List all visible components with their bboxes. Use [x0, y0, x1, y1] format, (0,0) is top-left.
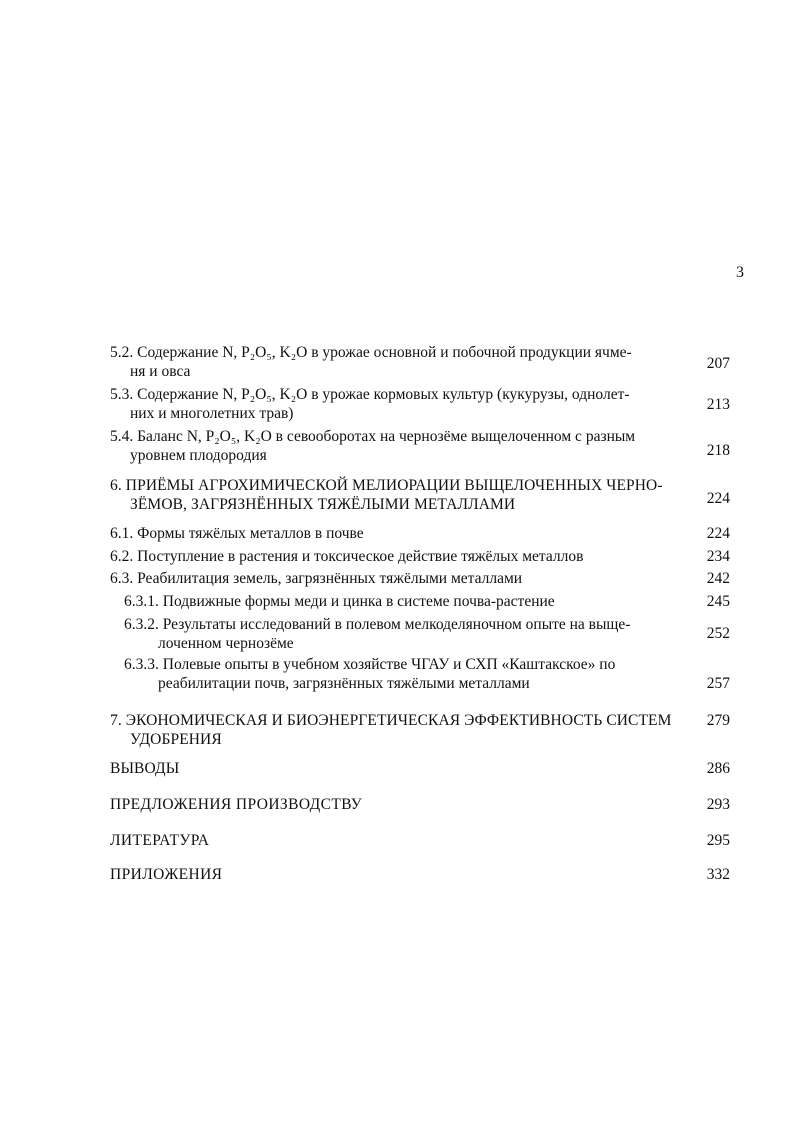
toc-entry-title: 5.3. Содержание N, P₂O₅, K₂O в урожае кормовых культур (кукурузы, однолет- них и многолетних трав): [110, 386, 630, 422]
toc-entry-page: 257: [706, 675, 730, 692]
toc-entry-title: 6.3. Реабилитация земель, загрязнённых тяжёлыми металлами: [110, 570, 523, 587]
toc-entry-page: 252: [706, 625, 730, 642]
toc-entry-page: 234: [706, 548, 730, 565]
toc-entry-title: 6.3.1. Подвижные формы меди и цинка в системе почва-растение: [124, 593, 555, 610]
toc-entry-page: 224: [706, 490, 730, 507]
toc-entry-page: 245: [706, 593, 730, 610]
toc-entry-page: 279: [706, 712, 730, 729]
toc-entry-title: 7. ЭКОНОМИЧЕСКАЯ И БИОЭНЕРГЕТИЧЕСКАЯ ЭФФЕКТИВНОСТЬ СИСТЕМ УДОБРЕНИЯ: [110, 712, 672, 748]
toc-entry-page: 213: [706, 396, 730, 413]
page-number: 3: [736, 264, 744, 281]
toc-entry-title: 6.2. Поступление в растения и токсическое действие тяжёлых металлов: [110, 548, 584, 565]
toc-entry-title: ПРЕДЛОЖЕНИЯ ПРОИЗВОДСТВУ: [110, 796, 363, 813]
toc-entry-page: 332: [706, 866, 730, 883]
toc-entry-page: 242: [706, 570, 730, 587]
toc-entry-title: 5.2. Содержание N, P₂O₅, K₂O в урожае основной и побочной продукции ячме- ня и овса: [110, 344, 632, 380]
toc-entry-title: 6.3.3. Полевые опыты в учебном хозяйстве ЧГАУ и СХП «Каштакское» по реабилитации почв, загрязнённых тяжёлыми металлами: [124, 656, 616, 692]
toc-entry-title: 5.4. Баланс N, P₂O₅, K₂O в севооборотах на чернозёме выщелоченном с разным уровнем плодородия: [110, 428, 636, 464]
toc-entry-title: 6.3.2. Результаты исследований в полевом мелкоделяночном опыте на выще- лоченном чернозёме: [124, 616, 631, 652]
toc-entry-page: 286: [706, 760, 730, 777]
toc-entry-page: 293: [706, 796, 730, 813]
toc-entry-page: 207: [706, 355, 730, 372]
toc-entry-page: 224: [706, 525, 730, 542]
toc-entry-page: 218: [706, 442, 730, 459]
toc-entry-title: ЛИТЕРАТУРА: [110, 832, 210, 849]
toc-entry-page: 295: [706, 832, 730, 849]
toc-entry-title: ВЫВОДЫ: [110, 760, 180, 777]
toc-entry-title: ПРИЛОЖЕНИЯ: [110, 866, 223, 883]
toc-entry-title: 6. ПРИЁМЫ АГРОХИМИЧЕСКОЙ МЕЛИОРАЦИИ ВЫЩЕЛОЧЕННЫХ ЧЕРНО- ЗЁМОВ, ЗАГРЯЗНЁННЫХ ТЯЖЁЛЫМИ МЕТАЛЛАМИ: [110, 477, 663, 513]
toc-entry-title: 6.1. Формы тяжёлых металлов в почве: [110, 525, 364, 542]
